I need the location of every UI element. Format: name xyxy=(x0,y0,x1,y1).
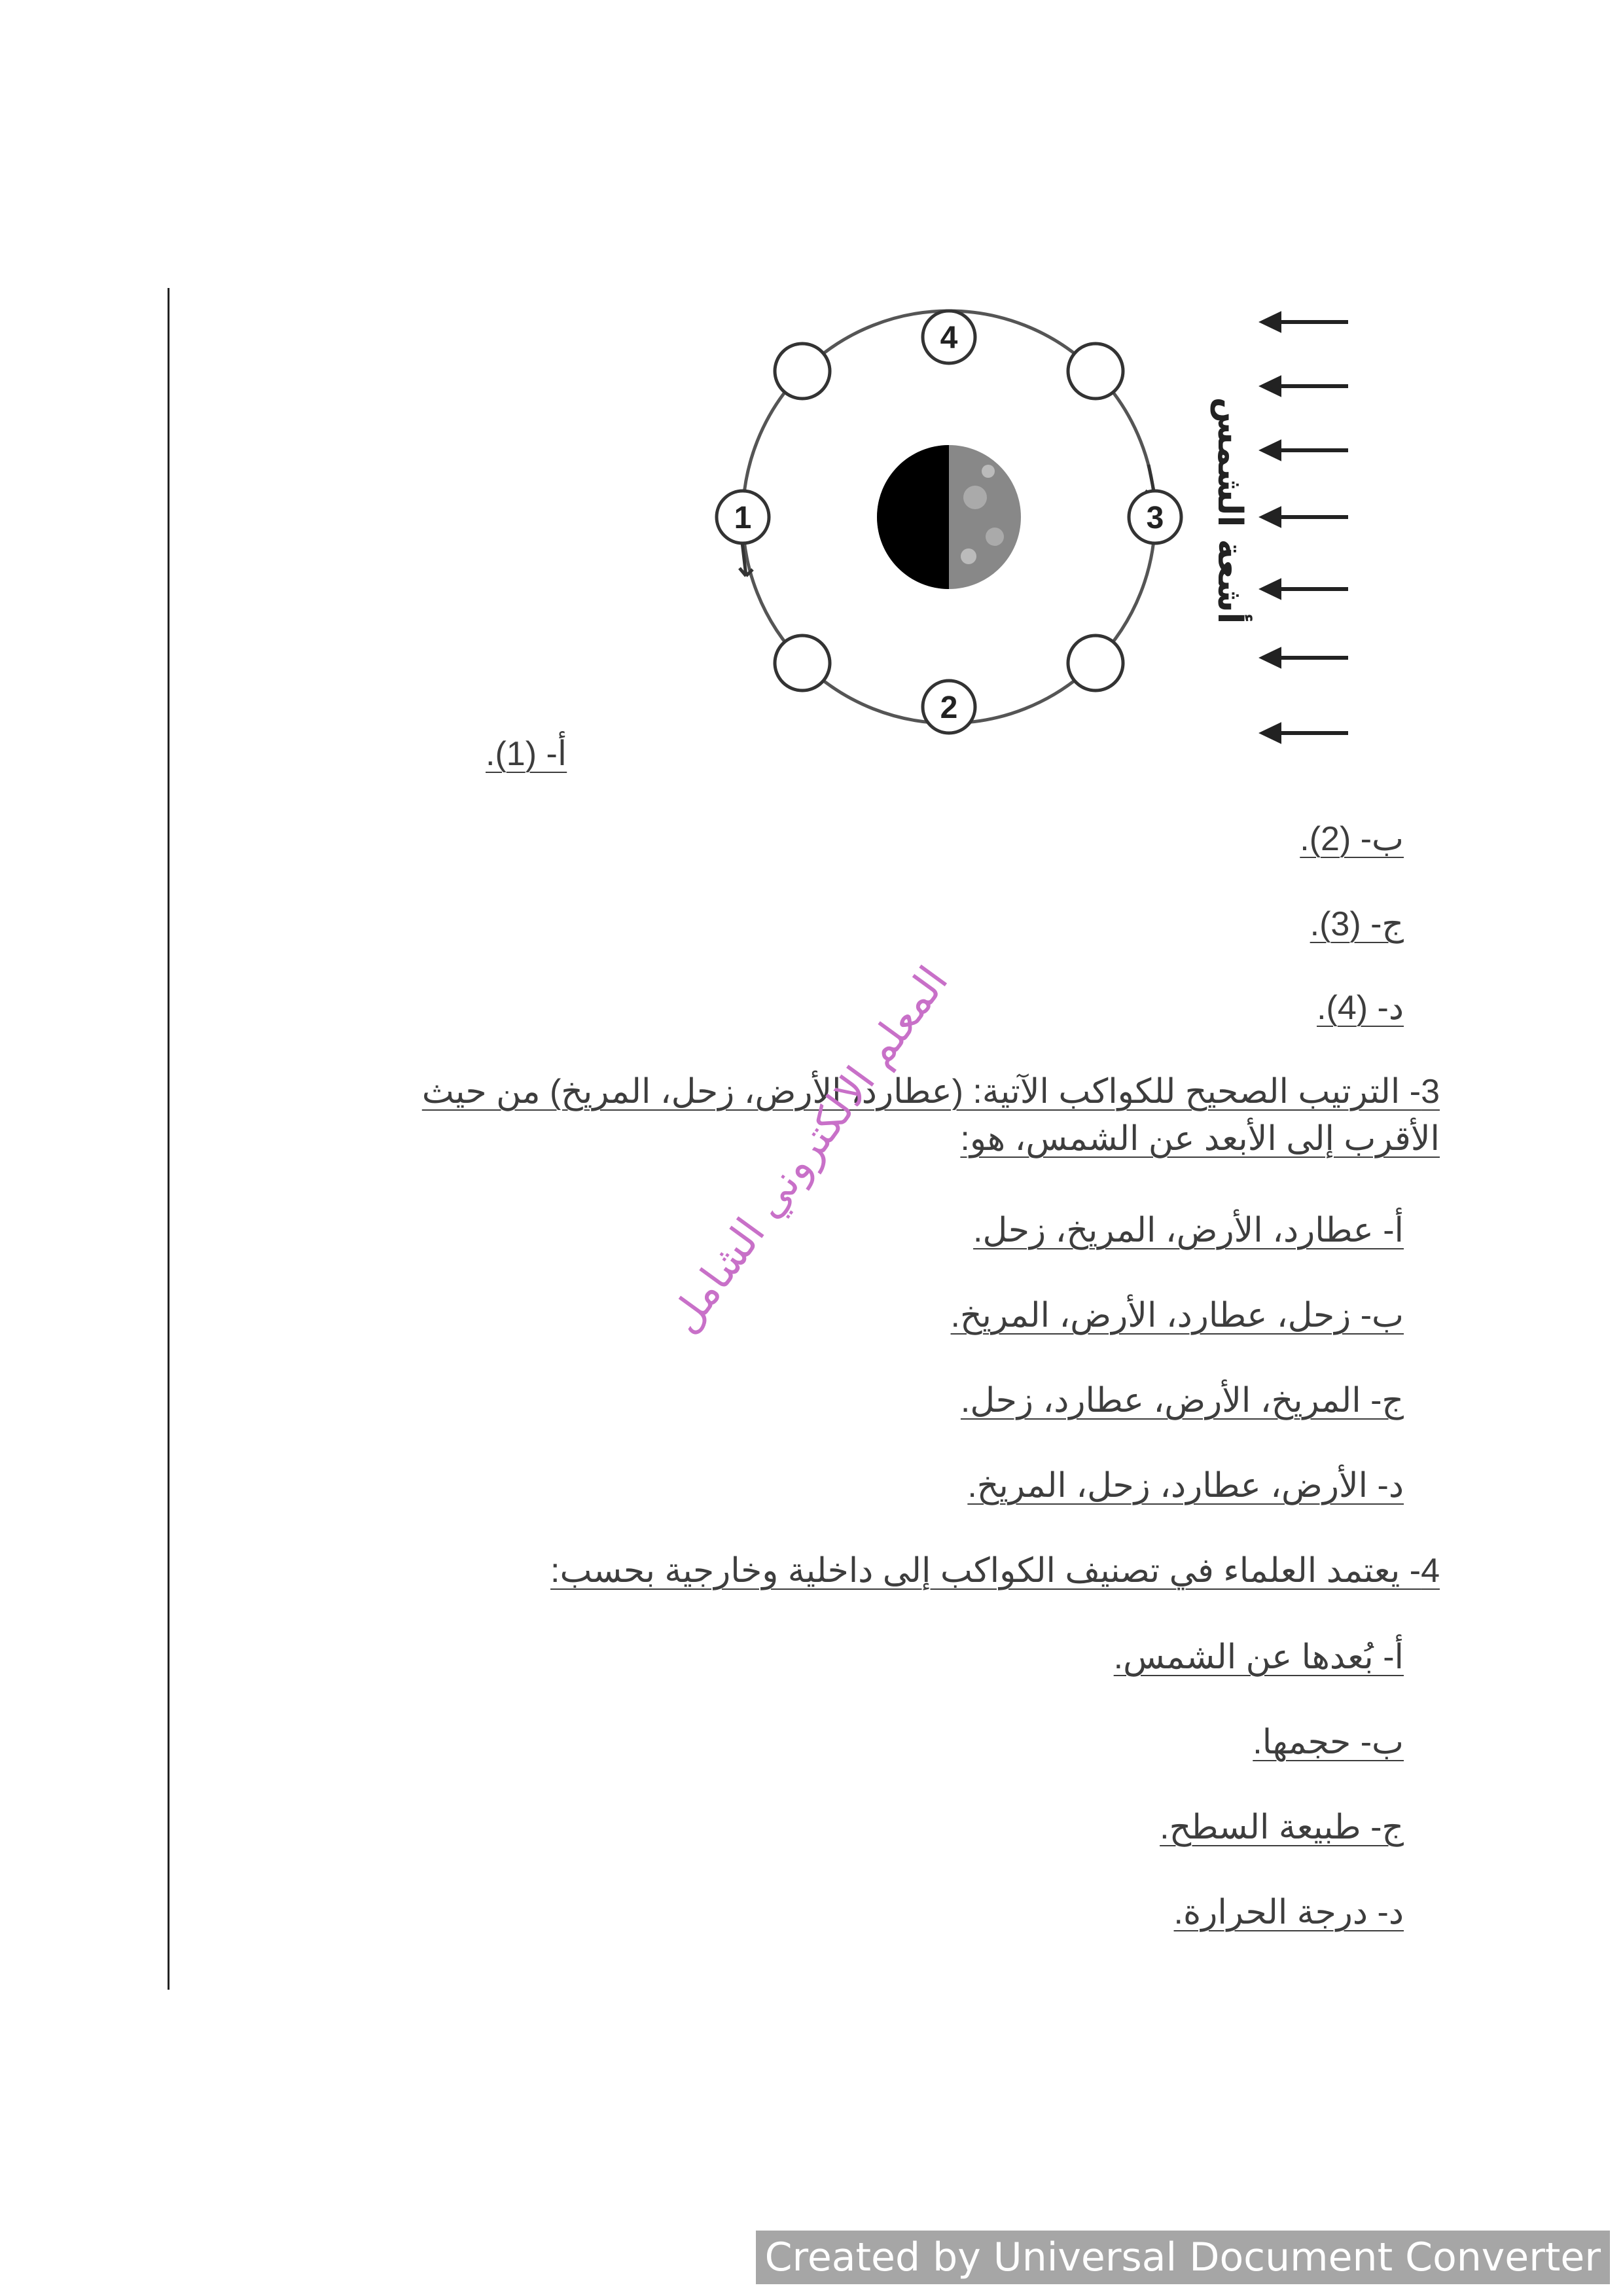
sun-ray-arrows xyxy=(1263,314,1348,741)
moon-position-label: 3 xyxy=(1146,501,1164,535)
question-4: 4- يعتمد العلماء في تصنيف الكواكب إلى داخلية وخارجية بحسب: xyxy=(550,1552,1440,1590)
q4-option-a: أ- بُعدها عن الشمس. xyxy=(1113,1638,1404,1676)
page-margin-line xyxy=(168,288,169,1990)
moon-position-label: 2 xyxy=(940,691,958,725)
q2-option-a: أ- (1). xyxy=(486,735,567,773)
sun-rays-label: أشعة الشمس xyxy=(1210,397,1249,624)
moon-position-label: 1 xyxy=(734,501,752,535)
moon-position-empty xyxy=(1068,344,1123,399)
q4-option-c: ج- طبيعة السطح. xyxy=(1160,1808,1404,1846)
q4-option-b: ب- حجمها. xyxy=(1253,1723,1404,1761)
q2-option-d: د- (4). xyxy=(1317,989,1404,1027)
moon-position-empty xyxy=(775,344,830,399)
moon-position-label: 4 xyxy=(940,321,958,355)
earth-icon xyxy=(877,445,1021,589)
question-3-line-2: الأقرب إلى الأبعد عن الشمس، هو: xyxy=(960,1120,1440,1158)
moon-phases-diagram xyxy=(687,301,1407,759)
q2-option-b: ب- (2). xyxy=(1300,820,1404,858)
q3-option-a: أ- عطارد، الأرض، المريخ، زحل. xyxy=(973,1211,1404,1249)
q3-option-b: ب- زحل، عطارد، الأرض، المريخ. xyxy=(950,1297,1404,1335)
converter-footer: Created by Universal Document Converter xyxy=(756,2231,1610,2284)
moon-position-3 xyxy=(1129,491,1181,543)
q3-option-c: ج- المريخ، الأرض، عطارد، زحل. xyxy=(960,1382,1404,1420)
question-3-line-1: 3- الترتيب الصحيح للكواكب الآتية: (عطارد، الأرض، زحل، المريخ) من حيث xyxy=(421,1073,1440,1111)
moon-position-empty xyxy=(775,636,830,691)
moon-position-4 xyxy=(923,311,975,363)
moon-position-2 xyxy=(923,681,975,733)
moon-position-1 xyxy=(717,491,769,543)
q4-option-d: د- درجة الحرارة. xyxy=(1173,1893,1404,1931)
q2-option-c: ج- (3). xyxy=(1310,905,1404,943)
moon-position-empty xyxy=(1068,636,1123,691)
watermark: المعلم الالكتروني الشامل xyxy=(660,958,958,1342)
q3-option-d: د- الأرض، عطارد، زحل، المريخ. xyxy=(967,1467,1404,1505)
